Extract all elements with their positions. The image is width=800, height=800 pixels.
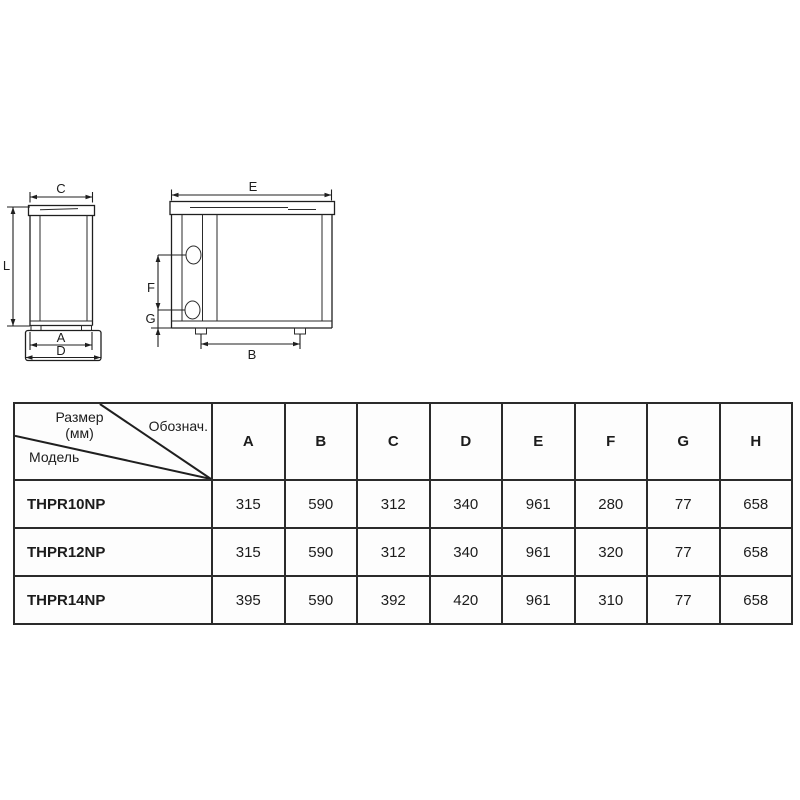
value-cell: 590 [285, 576, 358, 624]
header-row [14, 403, 792, 480]
value-cell: 658 [720, 528, 793, 576]
side-foot-right [82, 326, 92, 331]
column-header-e: E [502, 403, 575, 480]
dim-label-c: C [56, 181, 66, 196]
value-cell: 961 [502, 528, 575, 576]
column-header-g: G [647, 403, 720, 480]
side-view [3, 181, 101, 361]
table-row [14, 528, 792, 576]
column-header-f: F [575, 403, 648, 480]
front-foot-right [295, 328, 306, 334]
port-upper [186, 246, 201, 264]
column-header-c: C [357, 403, 430, 480]
value-cell: 315 [212, 480, 285, 528]
dim-label-a: A [56, 330, 66, 345]
table-row [14, 480, 792, 528]
value-cell: 961 [502, 576, 575, 624]
dim-label-f: F [147, 280, 155, 295]
value-cell: 340 [430, 480, 503, 528]
value-cell: 340 [430, 528, 503, 576]
value-cell: 395 [212, 576, 285, 624]
corner-size-line1: Размер [55, 409, 104, 425]
model-cell: THPR12NP [14, 528, 212, 576]
value-cell: 590 [285, 480, 358, 528]
front-view [145, 179, 334, 362]
dim-label-e: E [248, 179, 258, 194]
value-cell: 312 [357, 480, 430, 528]
value-cell: 77 [647, 480, 720, 528]
side-foot-left [31, 326, 41, 331]
value-cell: 590 [285, 528, 358, 576]
value-cell: 312 [357, 528, 430, 576]
front-foot-left [196, 328, 207, 334]
table-row [14, 576, 792, 624]
port-lower [185, 301, 200, 319]
dim-label-g: G [145, 311, 156, 326]
value-cell: 392 [357, 576, 430, 624]
dim-label-d: D [56, 343, 66, 358]
dimensions-table [13, 402, 793, 625]
model-cell: THPR14NP [14, 576, 212, 624]
corner-size-label [27, 409, 132, 441]
value-cell: 77 [647, 528, 720, 576]
corner-cell [14, 403, 212, 480]
corner-designation-label: Обознач. [148, 418, 208, 434]
value-cell: 77 [647, 576, 720, 624]
dim-label-b: B [247, 347, 257, 362]
column-header-h: H [720, 403, 793, 480]
column-header-d: D [430, 403, 503, 480]
model-cell: THPR10NP [14, 480, 212, 528]
value-cell: 320 [575, 528, 648, 576]
value-cell: 420 [430, 576, 503, 624]
value-cell: 280 [575, 480, 648, 528]
corner-model-label: Модель [29, 449, 80, 465]
corner-size-line2: (мм) [65, 425, 94, 441]
side-top-cap [29, 206, 95, 216]
value-cell: 658 [720, 576, 793, 624]
value-cell: 315 [212, 528, 285, 576]
value-cell: 310 [575, 576, 648, 624]
value-cell: 658 [720, 480, 793, 528]
dim-label-l: L [2, 258, 11, 273]
value-cell: 961 [502, 480, 575, 528]
column-header-b: B [285, 403, 358, 480]
column-header-a: A [212, 403, 285, 480]
